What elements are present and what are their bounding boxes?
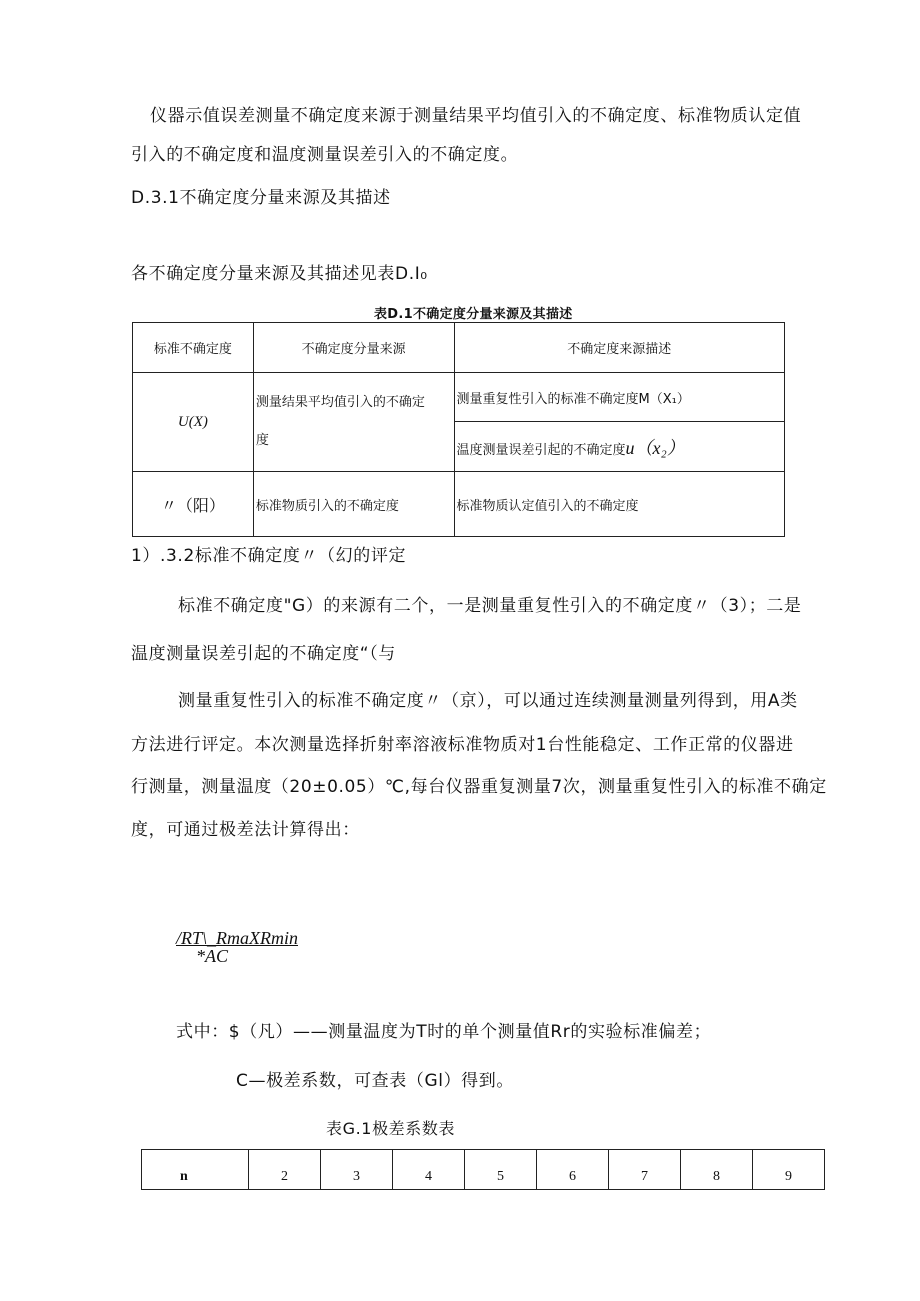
- table-caption: 表G.1极差系数表: [326, 1119, 456, 1138]
- range-coefficient-table: [141, 1149, 825, 1190]
- table-caption: 表D.1不确定度分量来源及其描述: [374, 307, 573, 322]
- table-row: [133, 373, 785, 422]
- formula-explanation: 式中：$（凡）——测量温度为T时的单个测量值Rr的实验标准偏差；: [176, 1022, 712, 1042]
- formula-numerator: /RT\_RmaXRmin: [176, 928, 298, 948]
- symbol-cell: 〃（阳）: [133, 472, 254, 537]
- source-line: 度: [255, 433, 269, 448]
- table-row: [133, 472, 785, 537]
- paragraph-line: 标准不确定度"G）的来源有二个，一是测量重复性引入的不确定度〃（3）；二是: [178, 596, 802, 616]
- value-cell: 9: [753, 1150, 825, 1190]
- table-header-row: [133, 323, 785, 373]
- description-cell: 标准物质认定值引入的不确定度: [454, 472, 785, 537]
- source-cell: 标准物质引入的不确定度: [253, 472, 454, 537]
- paragraph-line: 仪器示值误差测量不确定度来源于测量结果平均值引入的不确定度、标准物质认定值: [150, 106, 802, 126]
- header-cell: 标准不确定度: [133, 323, 254, 373]
- formula-explanation: C—极差系数，可查表（Gl）得到。: [236, 1071, 514, 1091]
- value-cell: 3: [321, 1150, 393, 1190]
- paragraph-line: 引入的不确定度和温度测量误差引入的不确定度。: [131, 145, 519, 165]
- section-heading-d31: D.3.1不确定度分量来源及其描述: [131, 188, 391, 208]
- uncertainty-source-table: [132, 322, 785, 537]
- value-cell: 5: [465, 1150, 537, 1190]
- paragraph-line: 各不确定度分量来源及其描述见表D.I₀: [131, 264, 428, 284]
- paragraph-line: 温度测量误差引起的不确定度“（与: [131, 644, 396, 664]
- formula-denominator: *AC: [196, 946, 229, 966]
- row-label-cell: n: [142, 1150, 249, 1190]
- description-cell: [454, 422, 785, 472]
- section-heading-d32: 1）.3.2标准不确定度〃（幻的评定: [131, 546, 407, 566]
- value-cell: 7: [609, 1150, 681, 1190]
- value-cell: 4: [393, 1150, 465, 1190]
- paragraph-line: 方法进行评定。本次测量选择折射率溶液标准物质对1台性能稳定、工作正常的仪器进: [131, 735, 794, 755]
- uncertainty-symbol: u（x₂）: [625, 437, 685, 458]
- source-line: 测量结果平均值引入的不确定: [255, 395, 425, 410]
- paragraph-line: 度，可通过极差法计算得出：: [131, 820, 360, 840]
- uncertainty-symbol: U(X): [177, 413, 208, 430]
- value-cell: 2: [249, 1150, 321, 1190]
- paragraph-line: 行测量，测量温度（20±0.05）℃,每台仪器重复测量7次，测量重复性引入的标准不确定: [131, 777, 827, 797]
- paragraph-line: 测量重复性引入的标准不确定度〃（京），可以通过连续测量测量列得到，用A类: [178, 691, 798, 711]
- symbol-cell: [133, 373, 254, 472]
- table-row: [142, 1150, 825, 1190]
- description-text: 温度测量误差引起的不确定度: [456, 442, 626, 458]
- header-cell: 不确定度来源描述: [454, 323, 785, 373]
- header-cell: 不确定度分量来源: [253, 323, 454, 373]
- description-cell: 测量重复性引入的标准不确定度M（X₁）: [454, 373, 785, 422]
- value-cell: 8: [681, 1150, 753, 1190]
- source-cell: [253, 373, 454, 472]
- value-cell: 6: [537, 1150, 609, 1190]
